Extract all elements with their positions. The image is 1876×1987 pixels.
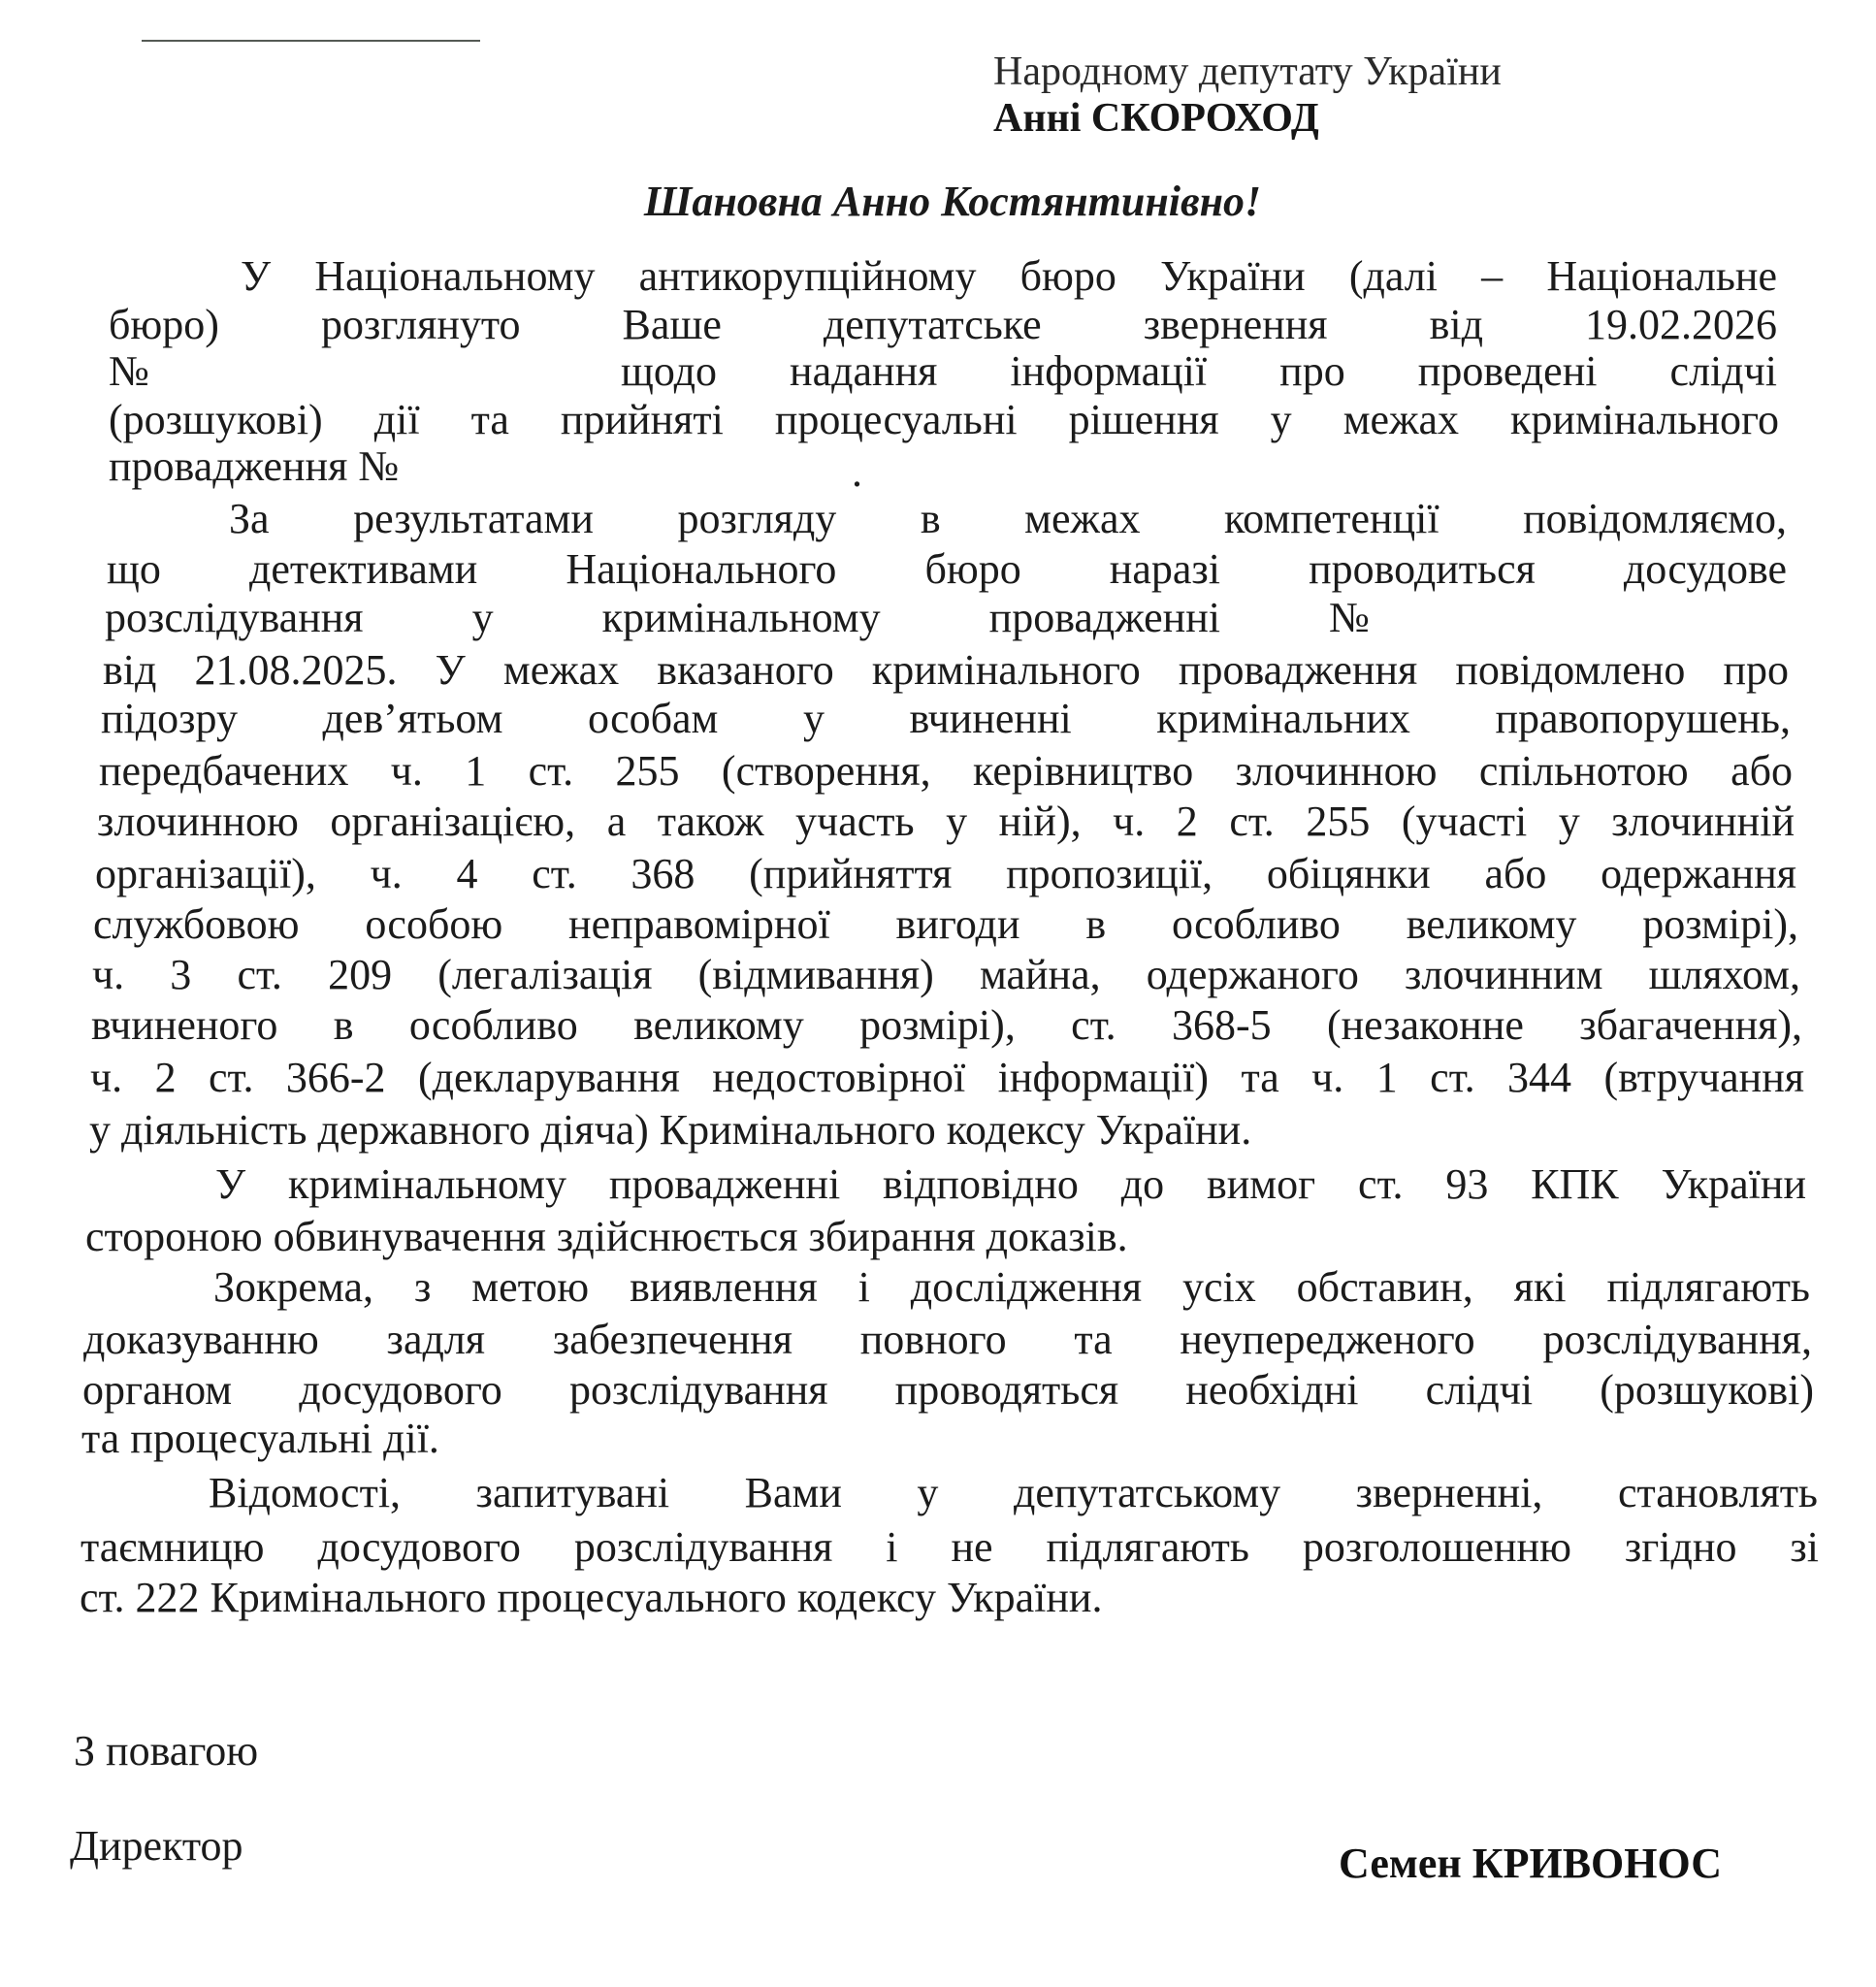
body-line: організації), ч. 4 ст. 368 (прийняття пропозиції, обіцянки або одержання (95, 850, 1796, 897)
body-line: Відомості, запитувані Вами у депутатському зверненні, становлять (209, 1469, 1818, 1516)
body-line: та процесуальні дії. (81, 1415, 439, 1462)
body-line: вчиненого в особливо великому розмірі), ст. 368-5 (незаконне збагачення), (91, 1001, 1802, 1049)
body-line: (розшукові) дії та прийняті процесуальні рішення у межах кримінального (109, 396, 1779, 443)
body-line: у діяльність державного діяча) Кримінального кодексу України. (89, 1106, 1252, 1154)
body-line: від 21.08.2025. У межах вказаного кримінального провадження повідомлено про (103, 646, 1789, 694)
body-line: ч. 3 ст. 209 (легалізація (відмивання) майна, одержаного злочинним шляхом, (92, 951, 1800, 998)
body-line: Зокрема, з метою виявлення і дослідження усіх обставин, які підлягають (213, 1263, 1810, 1311)
closing-regards: З повагою (74, 1727, 259, 1775)
registration-line (142, 40, 480, 42)
signer-name: Семен КРИВОНОС (1339, 1840, 1723, 1887)
signer-position: Директор (70, 1822, 243, 1870)
body-line: щодо надання інформації про проведені слідчі (621, 347, 1777, 395)
body-line: що детективами Національного бюро наразі проводиться досудове (107, 545, 1787, 593)
salutation: Шановна Анно Костянтинівно! (643, 178, 1262, 225)
body-line: розслідування у кримінальному провадженні № (105, 594, 1370, 641)
body-line: бюро) розглянуто Ваше депутатське звернення від 19.02.2026 (109, 301, 1777, 348)
body-line: доказуванню задля забезпечення повного та неупередженого розслідування, (83, 1316, 1812, 1363)
body-line: передбачених ч. 1 ст. 255 (створення, керівництво злочинною спільнотою або (99, 747, 1793, 795)
body-line: За результатами розгляду в межах компетенції повідомляємо, (229, 495, 1787, 542)
body-line: У кримінальному провадженні відповідно до вимог ст. 93 КПК України (215, 1160, 1806, 1208)
body-line: ст. 222 Кримінального процесуального кодексу України. (80, 1574, 1103, 1621)
addressee-name: Анні СКОРОХОД (993, 96, 1319, 141)
body-line: ч. 2 ст. 366-2 (декларування недостовірної інформації) та ч. 1 ст. 344 (втручання (90, 1054, 1804, 1101)
body-line: стороною обвинувачення здійснюється збирання доказів. (85, 1213, 1128, 1260)
body-line: провадження № (109, 442, 400, 490)
body-line: підозру дев’ятьом особам у вчиненні кримінальних правопорушень, (101, 695, 1791, 742)
body-line: таємницю досудового розслідування і не підлягають розголошенню згідно зі (81, 1523, 1819, 1571)
body-line: № (109, 347, 149, 395)
redaction-artifact: . (852, 448, 862, 496)
body-line: органом досудового розслідування проводяться необхідні слідчі (розшукові) (82, 1366, 1814, 1414)
body-line: У Національному антикорупційному бюро України (далі – Національне (241, 252, 1777, 300)
addressee-title: Народному депутату України (993, 49, 1502, 94)
body-line: службовою особою неправомірної вигоди в особливо великому розмірі), (93, 900, 1798, 948)
body-line: злочинною організацією, а також участь у ній), ч. 2 ст. 255 (участі у злочинній (97, 798, 1795, 845)
